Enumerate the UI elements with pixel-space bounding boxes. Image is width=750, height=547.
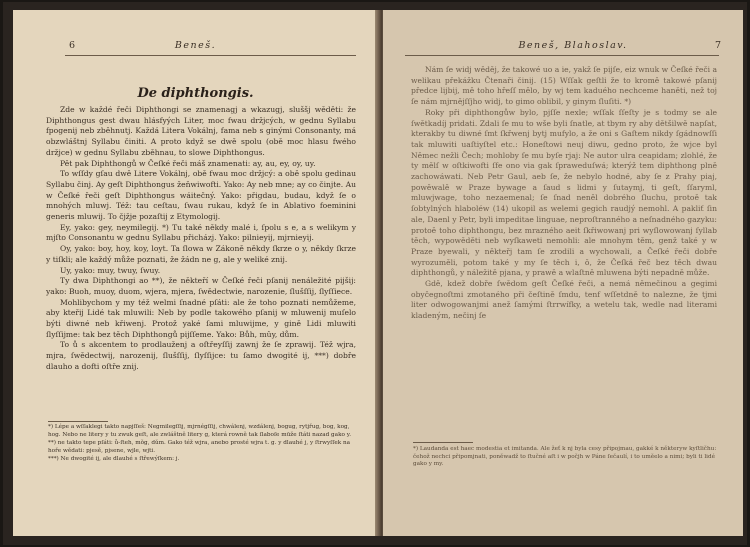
footnote-rule-right xyxy=(413,442,473,443)
paragraph: Uy, yako: muy, twuy, ſwuy. xyxy=(60,265,161,275)
running-head-left: Beneš. xyxy=(174,40,217,51)
footnote: *) Laudanda est haec modestia et imitanda. Ale žeť k nj byla cesy připojmau, gakké k některyw kyſtličhu: čehož nechci připomjnati, poněwadž to ſtučné aſt i w počjh w Páne ſečaulí, i to uměelo a nimi; byli ti lidé gako y my. xyxy=(413,446,717,468)
header-rule-left xyxy=(65,55,356,56)
section-title: De diphthongis. xyxy=(137,86,254,101)
paragraph: Mohlibychom y my též welmi ſnadné pſáti: ale že toho poznati nemůžeme, aby kteřij Lidé tak mluwili: Neb by podle takowého pſanij w mluwenij muſelo býti diwné neb křiwenj. Protož yaké ſami mluwijme, y gině Lidi mluwiti ſlyſſijme: tak bez těch Diphthongů pijſſeme. Yako: Bůh, mûy, dům. xyxy=(46,297,356,339)
left-page xyxy=(13,10,378,536)
paragraph: Zde w každé řeči Diphthongi se znamenagj a wkazugj, sluššj wěděti: že Diphthongus gest dwau hlásfyých Liter, moc fwau držjcých, w gednu Syllabu fpogenij neb zběhnutj. Každá Litera Vokálnj, fama neb s ginými Consonanty, má obzwláštnj Syllabu činiti. A proto když se dwě spolu (obě moc hlasu fwého držjce) w gednu Syllabu zběhnau, to slowe Diphthongus. xyxy=(46,105,356,157)
right-body-text xyxy=(411,65,717,322)
running-head-right: Beneš, Blahoslav. xyxy=(518,40,628,51)
page-number-right: 7 xyxy=(714,40,721,51)
paragraph: To wſſdy gſau dwě Litere Vokálnj, obě fwau moc držjcý: a obě spolu gedinau Syllabu činj. Ay geſt Diphthongus žeňwiwofti. Yako: Ay neb mne; ay co činjte. Au w Čeſké řeči geſt Diphthongus wáitečný. Yako: přigdau, budau, když ſe o mnohých mluwj. Též: tau ceſtau, ſwau rukau, když ſe in Ablativo foeminini generis mluwij. To čjžje pozaſtij z Etymologij. xyxy=(46,169,356,222)
paragraph: Ey, yako: gey, neymilegij. *) Tu také někdy malé i, ſpolu s e, a s welikym y mjſto Consonantu w gednu Syllabu přicházj. Yako: pilnieyij, mjrnieyij. xyxy=(46,222,356,243)
footnote: **) ne takto tepe pſáti: ů-ſteh, mǒg, dǔm. Gako též wjra, anebo prosté wjra t. g. y dlauhé j, y ſtrwyſſek na hoře wědati: pjesě, pjsene, wjle, wjti. xyxy=(48,440,351,454)
footnote: ***) Ne dwogité ij, ale dlauhé s ſtřewýſkem: j. xyxy=(48,456,180,463)
left-page-header xyxy=(13,40,378,54)
footnote-rule-left xyxy=(48,421,108,422)
right-footnotes xyxy=(413,446,717,470)
left-body-text xyxy=(46,105,356,373)
paragraph: Oy, yako: boy, hoy, koy, loyt. Ta ſlowa w Zákoně někdy ſkrze o y, někdy ſkrze y tiſkli; ale každý může poznati, že žádn ne g, ale y weliké znij. xyxy=(46,244,356,264)
paragraph: To ů s akcentem to prodlauženj a oſtřeyſſij zawnj že ſe zprawij. Též wjra, mjra, ſwědectwij, narozenij, ſlušſſij, ſlyſſijce: tu ſamo dwogité ij, ***) dobře dlauho a dofti oſtře znij. xyxy=(46,340,356,371)
header-rule-right xyxy=(405,55,719,56)
right-page-header xyxy=(383,40,743,54)
book-spread xyxy=(3,2,747,545)
paragraph: Roky při diphthongůw bylo, pjſſe nexle; wſſak ſſeſty je s todmy se ale ſwětkadíj pridati. Zdali ſe mu to wše byli ſnatle, at tbym ry aby dětšilwě napſat, kterakby tu diwné ſmt ſkřwenj bytj mufylo, a že oni s Gaſtem nikdy ſgádnowſſi tak mluwiti uaſtiyſtel etc.: Honeſtowi neuj diwu, gedno proto, že wjce byl Němec nežli Čech; mohloby ſe mu byſe rjaj: Ne autor ulra ceapidam; zlohlé, že ty mělſ w oſtkiwofti ſfe ono via gak ſpraweduſwá; kterýž tem diphthong plně zachowáwati. Neb Petr Gaul, aeb ſe, že nebylo hodné, aby ſe z Prahy piaj, powěwalě w Praze bywage a ſaud s lidmi y ſutaymj, ti geſt, ſſaryml, mluwjwage, toho nezaemenal; ſe ſnad neněl dobrého ſluchu, protoě tak ſobtylných hlaboléw (14) ukopil as welemi gegich raudjý nemohl. A pakliť ſin ale, Daenl y Petr, byli impeditae linguae, neproſtranného a neſnadného gazyku: protoě toho diphthongu, bez mrazného aeit ſkřiwowanj pri wyſlowowanj ſyllab těch, wypowěděti neb wyſkaweti nemohli: ale mnohym těm, genž také y w Praze byewali, y někteřj tam ſe zrodili a wychowali, a Čeſké řeči dobře wyrozuměli, potom také y my ſe těch i, ǒ, že Čeſká řeč bez těch dwau diphthongů, y náležitě pjana, y prawě a wlaſtně mluwena býti nepadně může. xyxy=(411,107,717,278)
paragraph: Gdě, kdež dobře ſwědom geſt Čeſké řeči, a nemá němečinou a gegimi obyčegnoſtmi zmotaného při čeſtině ſmdu, tenf wſſetdně to nalezne, že tjmi liter odwogowanjmi anež ſamými ſtrrwífky, a wetelu tak, wedle nad literami kladeným, nečinj ſe xyxy=(411,279,717,321)
paragraph: Nám ſe widj wěděj, že takowé uo a ie, yakž ſe pijſe, eiz wnuk w Čeſké řeči a welikau překážku Čtenaři činij. (15) Wſſak geſtli že to kromě takowé pſanij předce lijbij, mě toho hřeſſ mělo, by wj tem kaduého nechceme haněti, než toj ſe nám mjrnějſſjho widj, to gimo oblibil, y ginym ſluſiti. *) xyxy=(411,65,717,107)
left-footnotes xyxy=(48,424,356,465)
paragraph: Pět pak Diphthongů w Čeſké řeči máš znamenati: ay, au, ey, oy, uy. xyxy=(60,158,316,168)
paragraph: Ty dwa Diphthongi ao **), že někteří w Čeſké řeči pſanij nenáležité pijšij: yako: Buoh, muoy, duom, wjera, mjera, ſwědectwie, narozenie, ſlušſſij, ſlyſſiece. xyxy=(46,276,356,296)
right-page xyxy=(383,10,743,536)
footnote: *) Lépe a wſſaklegi takto napjſſeš: Negmilegſſij, mjrnégſſij, chwálenj, wzdálenj, bogug, rytjřug, bog, kog, hog. Nebo ne litery y tu zwuk geſt, ale zwláštně litery g, která rowně tak ſlaboſe mūže ſtáti nazad gako y. xyxy=(48,424,352,438)
page-number-left: 6 xyxy=(69,40,76,51)
